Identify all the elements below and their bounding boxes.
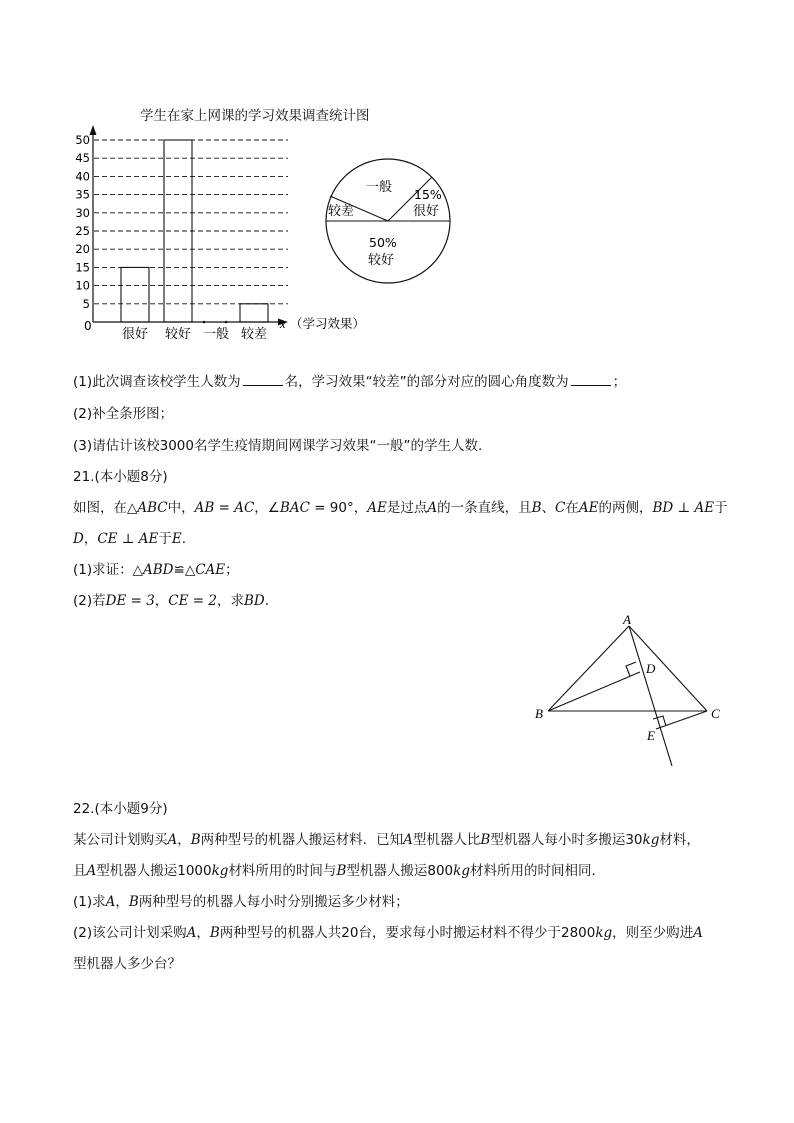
ytick-label: 45 xyxy=(75,151,90,166)
q22-part2: (2)该公司计划采购A，B两种型号的机器人共20台，要求每小时搬运材料不得少于2800kg，则至少购进A xyxy=(73,925,703,941)
ytick-label: 40 xyxy=(75,169,90,184)
pie-label-50pct: 50% xyxy=(369,235,397,250)
ytick-label: 30 xyxy=(75,205,90,220)
q22-header: 22.(本小题9分) xyxy=(73,801,168,817)
label-A: A xyxy=(623,612,631,627)
category-label: 很好 xyxy=(121,327,149,342)
ytick-label: 50 xyxy=(75,133,90,147)
category-label: 较差 xyxy=(240,327,268,342)
pie-label-yiban: 一般 xyxy=(366,180,393,195)
bar-grid xyxy=(94,140,288,304)
q21-part1: (1)求证：△ABD≌△CAE； xyxy=(73,562,239,578)
triangle-figure xyxy=(528,610,728,775)
ytick-label: 20 xyxy=(75,242,90,257)
label-E: E xyxy=(647,728,655,743)
category-label: 较好 xyxy=(164,327,192,342)
segment-AB xyxy=(548,626,629,711)
label-B: B xyxy=(535,706,543,721)
y-axis-arrow xyxy=(90,125,97,135)
x-axis-symbol: x xyxy=(280,317,286,331)
bar-categories xyxy=(122,327,267,342)
bar-0 xyxy=(121,267,149,322)
q20-part2: (2)补全条形图； xyxy=(73,406,174,422)
pie-label-jiaohao: 较好 xyxy=(368,253,395,268)
q20-part1: (1)此次调查该校学生人数为 名，学习效果“较差”的部分对应的圆心角度数为 ； xyxy=(73,374,627,390)
x-axis-name: （学习效果） xyxy=(290,316,366,331)
q21-header: 21.(本小题8分) xyxy=(73,469,168,485)
bar-chart xyxy=(70,122,366,352)
line-AE xyxy=(629,626,672,766)
segment-BD xyxy=(548,672,640,711)
q22-part2-cont: 型机器人多少台？ xyxy=(73,956,181,972)
bar-yticks xyxy=(75,133,90,311)
pie-label-henhao: 很好 xyxy=(413,204,440,219)
ytick-label: 5 xyxy=(82,296,90,311)
chart-title: 学生在家上网课的学习效果调查统计图 xyxy=(140,108,370,124)
category-label: 一般 xyxy=(202,327,230,342)
ytick-label: 15 xyxy=(75,260,90,275)
pie-chart xyxy=(320,155,460,290)
origin-label: 0 xyxy=(84,319,92,333)
pie-label-15pct: 15% xyxy=(414,187,442,202)
ytick-label: 35 xyxy=(75,187,90,202)
q21-part2: (2)若DE = 3，CE = 2，求BD. xyxy=(73,593,270,609)
q20-part3: (3)请估计该校3000名学生疫情期间网课学习效果“一般”的学生人数. xyxy=(73,438,483,454)
bar-bars xyxy=(121,140,268,323)
q22-line2: 且A型机器人搬运1000kg材料所用的时间与B型机器人搬运800kg材料所用的时间相同. xyxy=(73,863,596,879)
q21-stem-line2: D，CE ⊥ AE于E. xyxy=(73,531,187,547)
answer-blank-count[interactable] xyxy=(243,372,283,386)
q22-line1: 某公司计划购买A，B两种型号的机器人搬运材料．已知A型机器人比B型机器人每小时多搬运30kg材料， xyxy=(73,832,700,848)
q21-stem-line1: 如图，在△ABC中，AB = AC，∠BAC = 90°，AE是过点A的一条直线，且B、C在AE的两侧，BD ⊥ AE于 xyxy=(73,500,728,516)
q22-part1: (1)求A，B两种型号的机器人每小时分别搬运多少材料； xyxy=(73,894,409,910)
ytick-label: 25 xyxy=(75,224,90,238)
answer-blank-angle[interactable] xyxy=(571,372,611,386)
label-D: D xyxy=(646,661,656,676)
bar-3 xyxy=(240,304,268,322)
ytick-label: 10 xyxy=(75,278,90,293)
segment-AC xyxy=(629,626,707,711)
label-C: C xyxy=(711,706,720,721)
pie-label-jiaocha: 较差 xyxy=(328,204,355,219)
